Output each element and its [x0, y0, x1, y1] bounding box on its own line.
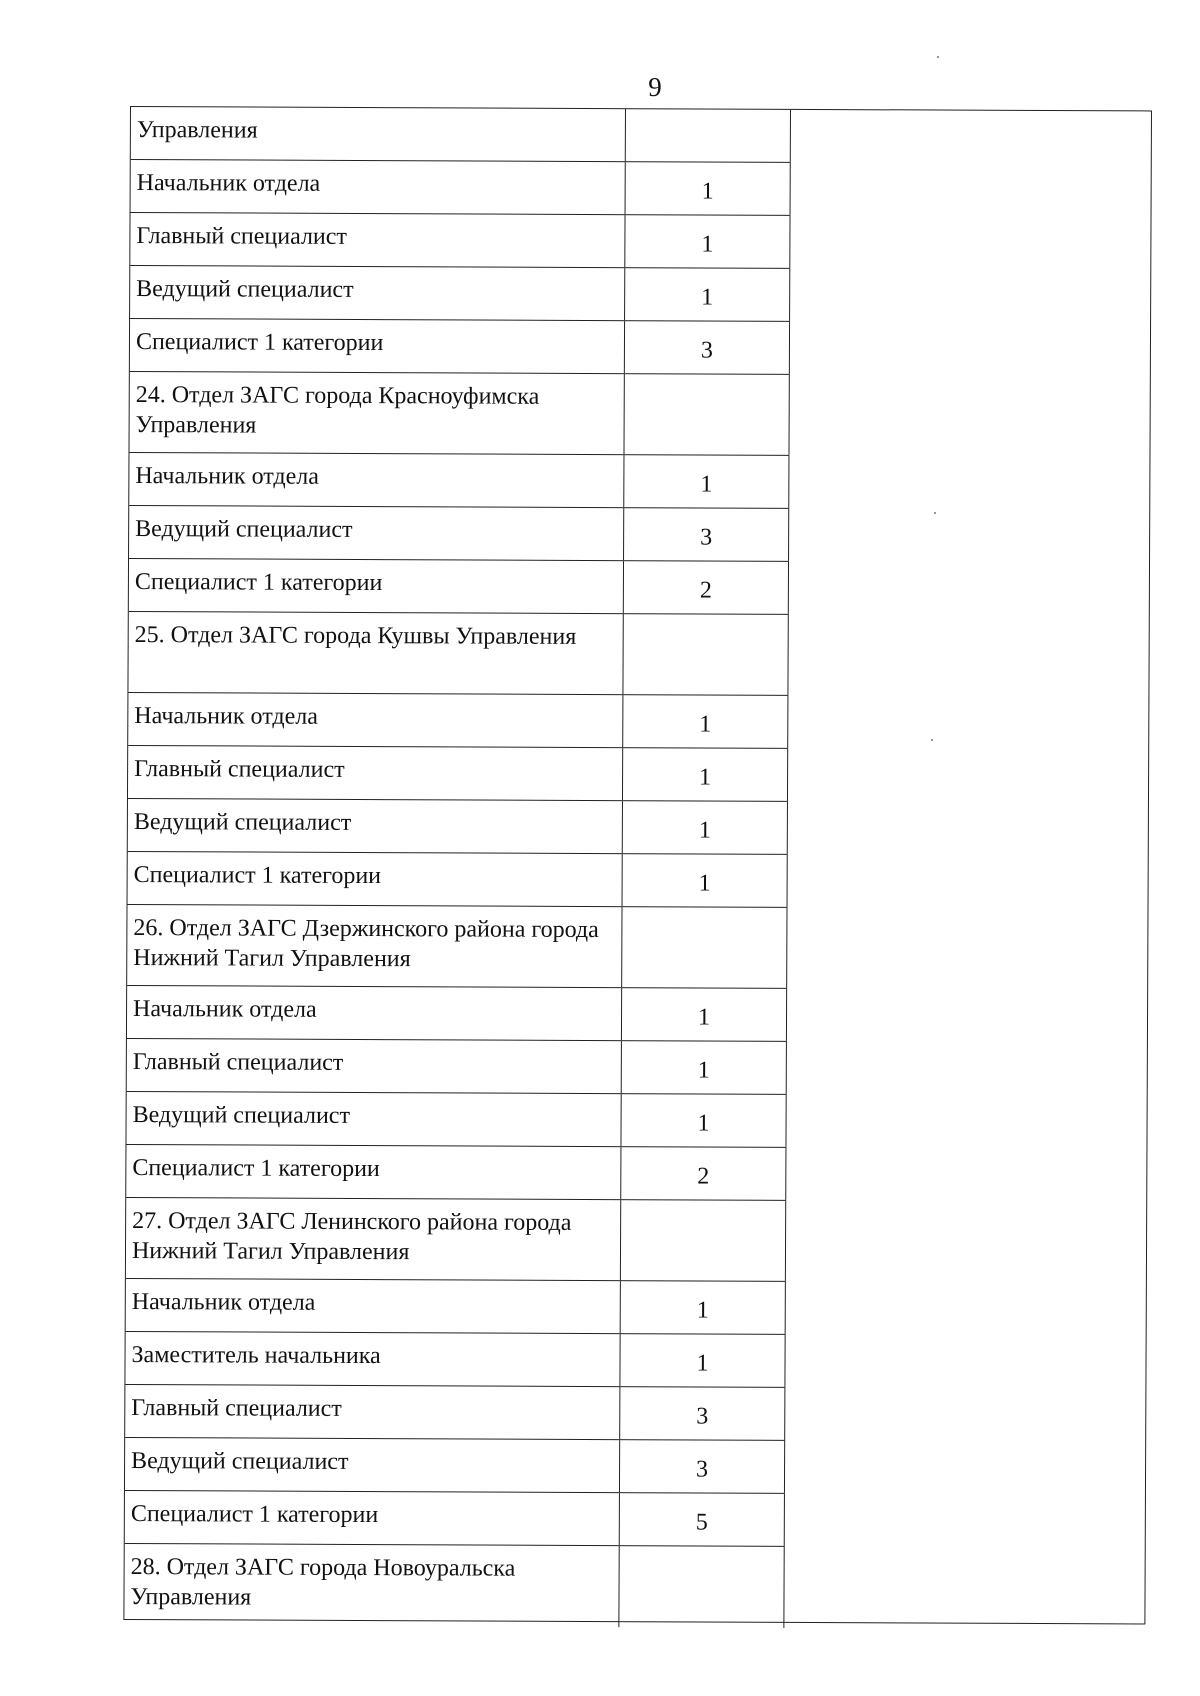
position-count — [621, 1200, 786, 1281]
table-row — [130, 213, 790, 269]
table-row — [129, 453, 789, 509]
position-count: 1 — [624, 455, 789, 508]
position-name: Специалист 1 категории — [129, 559, 624, 613]
page-number: 9 — [648, 72, 662, 102]
staffing-table — [123, 106, 1152, 1624]
table-row — [127, 986, 787, 1042]
position-count: 5 — [620, 1493, 785, 1546]
position-name: Начальник отдела — [127, 986, 622, 1040]
table-row — [126, 1145, 786, 1201]
position-count: 1 — [625, 215, 790, 268]
position-count — [623, 614, 788, 695]
position-count — [624, 374, 789, 455]
position-count: 1 — [623, 801, 788, 854]
position-name: Ведущий специалист — [126, 1092, 621, 1146]
position-count: 1 — [622, 988, 787, 1041]
position-name: Специалист 1 категории — [126, 1145, 621, 1199]
position-name: Главный специалист — [128, 746, 623, 800]
department-row — [129, 372, 789, 456]
table-row — [130, 319, 790, 375]
position-count — [626, 109, 791, 162]
table-row — [128, 693, 788, 749]
position-count: 1 — [623, 854, 788, 907]
position-name: Начальник отдела — [128, 693, 623, 747]
department-name: 24. Отдел ЗАГС города Красноуфимска Управления — [129, 372, 624, 454]
position-count: 1 — [622, 1041, 787, 1094]
position-count: 3 — [620, 1387, 785, 1440]
position-name: Специалист 1 категории — [128, 852, 623, 906]
table-row — [126, 1092, 786, 1148]
position-name: Ведущий специалист — [129, 506, 624, 560]
position-count — [619, 1546, 784, 1628]
department-row — [128, 612, 788, 696]
position-name: Ведущий специалист — [130, 266, 625, 320]
position-name: Главный специалист — [125, 1385, 620, 1439]
table-row — [127, 1039, 787, 1095]
department-name: 25. Отдел ЗАГС города Кушвы Управления — [128, 612, 623, 694]
table-row — [131, 107, 791, 163]
table-row — [125, 1385, 785, 1441]
position-count: 1 — [626, 162, 791, 215]
position-count: 1 — [625, 268, 790, 321]
table-row — [130, 266, 790, 322]
table-row — [129, 559, 789, 615]
position-count: 2 — [624, 561, 789, 614]
position-count: 1 — [620, 1334, 785, 1387]
table-row — [128, 746, 788, 802]
position-count: 1 — [623, 695, 788, 748]
position-name: Ведущий специалист — [125, 1438, 620, 1492]
department-row — [126, 1198, 786, 1282]
position-count: 1 — [621, 1281, 786, 1334]
department-row — [124, 1544, 784, 1628]
table-row — [128, 799, 788, 855]
table-row — [125, 1491, 785, 1547]
scan-speck — [931, 739, 933, 741]
position-count: 3 — [625, 321, 790, 374]
department-row — [127, 905, 787, 989]
position-count: 3 — [624, 508, 789, 561]
position-name: Специалист 1 категории — [125, 1491, 620, 1545]
position-name: Начальник отдела — [129, 453, 624, 507]
position-name: Главный специалист — [130, 213, 625, 267]
position-name: Заместитель начальника — [125, 1332, 620, 1386]
staffing-table-body — [124, 107, 791, 1622]
table-row — [125, 1332, 785, 1388]
table-row — [126, 1279, 786, 1335]
position-count — [622, 907, 787, 988]
position-name: Управления — [131, 107, 626, 161]
position-name: Главный специалист — [127, 1039, 622, 1093]
position-count: 1 — [623, 748, 788, 801]
position-name: Начальник отдела — [131, 160, 626, 214]
table-row — [125, 1438, 785, 1494]
scan-speck — [937, 56, 939, 58]
position-count: 3 — [620, 1440, 785, 1493]
position-name: Ведущий специалист — [128, 799, 623, 853]
department-name: 26. Отдел ЗАГС Дзержинского района города Нижний Тагил Управления — [127, 905, 622, 987]
table-row — [131, 160, 791, 216]
table-row — [128, 852, 788, 908]
position-name: Начальник отдела — [126, 1279, 621, 1333]
scan-speck — [934, 512, 936, 514]
position-count: 2 — [621, 1147, 786, 1200]
position-count: 1 — [621, 1094, 786, 1147]
table-row — [129, 506, 789, 562]
department-name: 27. Отдел ЗАГС Ленинского района города Нижний Тагил Управления — [126, 1198, 621, 1280]
department-name: 28. Отдел ЗАГС города Новоуральска Управления — [124, 1544, 619, 1627]
notes-column — [784, 110, 1151, 1624]
position-name: Специалист 1 категории — [130, 319, 625, 373]
